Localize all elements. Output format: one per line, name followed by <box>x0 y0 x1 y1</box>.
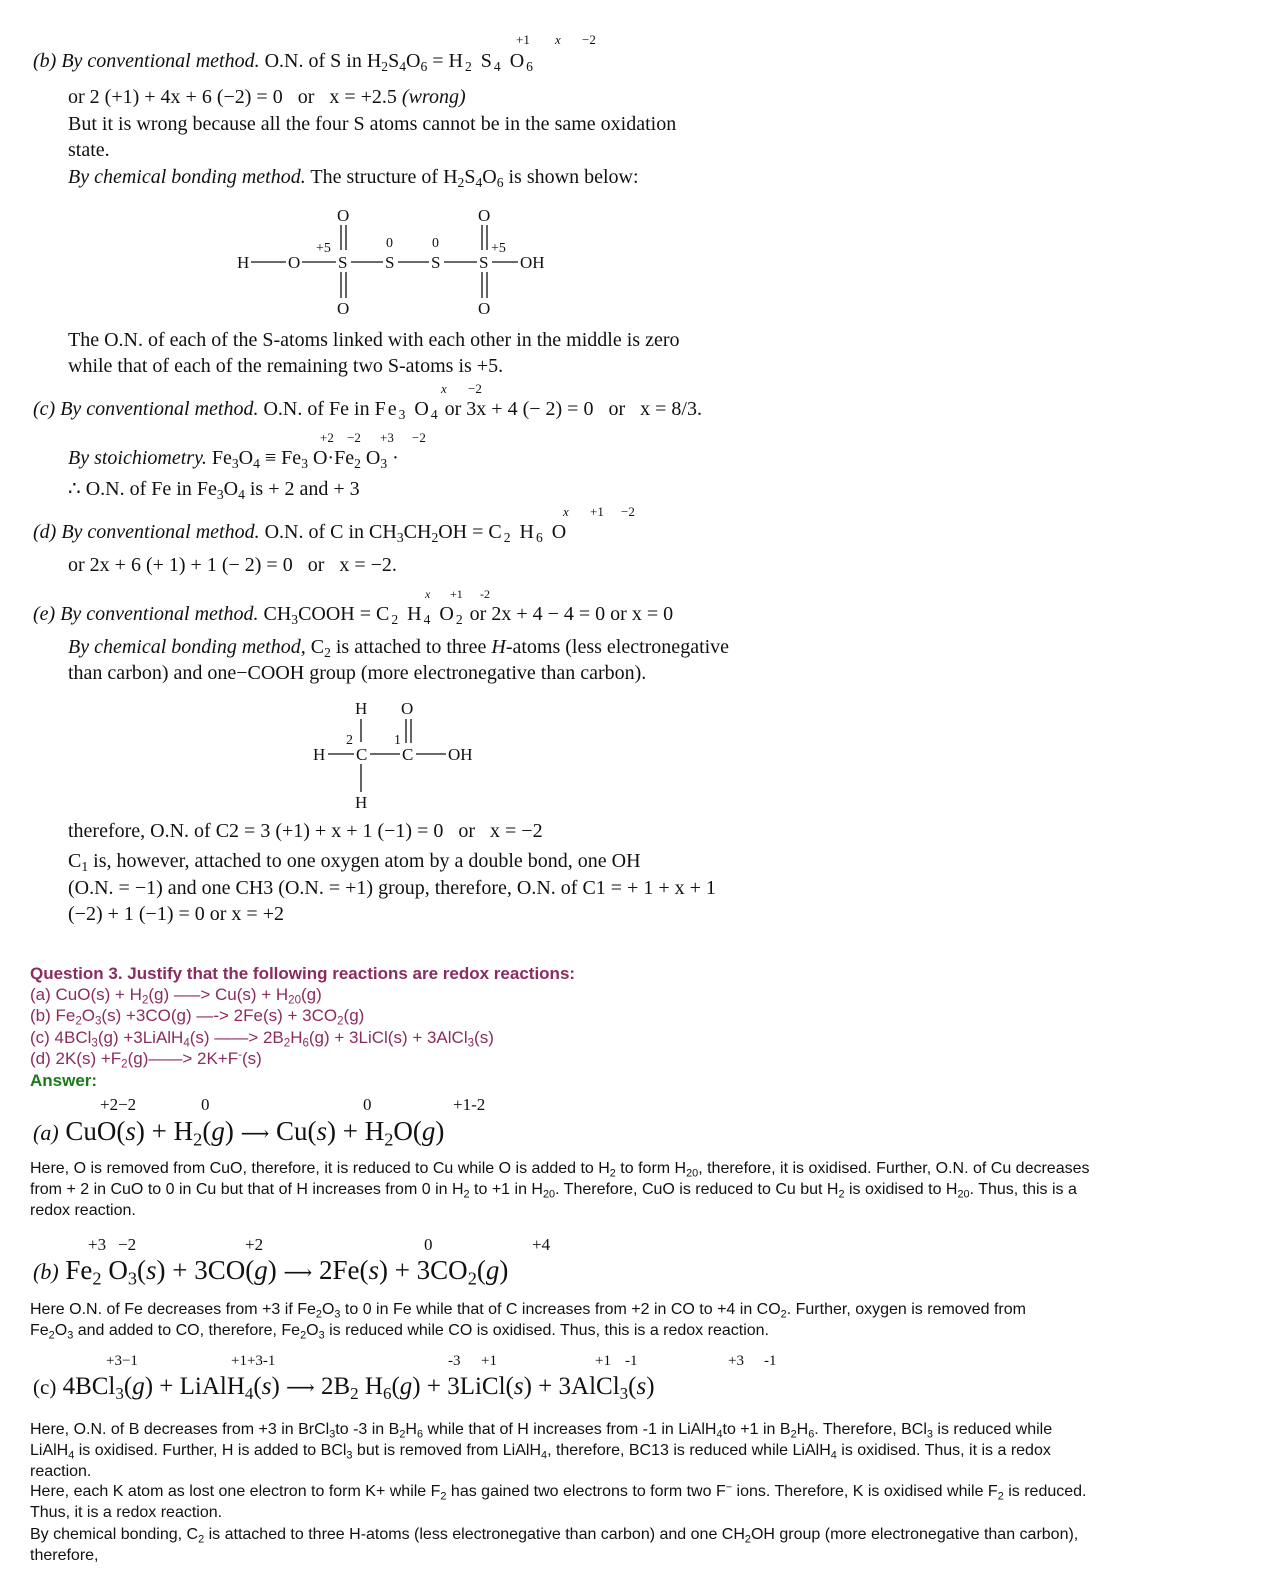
c2-symbol: $C_2$ <box>310 636 331 661</box>
atom-top-o1: O <box>337 206 350 225</box>
intro-text: O.N. of Fe in <box>263 398 370 420</box>
part-b-line5 <box>68 164 639 190</box>
on-fe: +3 <box>88 1235 107 1254</box>
on-label-h: +1 <box>516 32 530 47</box>
stoichiometry-line <box>68 445 399 471</box>
atom-oh: OH <box>520 253 545 272</box>
on-c: x <box>563 504 569 519</box>
on-li: +1 <box>595 1353 611 1369</box>
part-e-line3: than carbon) and one−COOH group (more electronegative than carbon). <box>68 662 647 684</box>
conclusion-line1: The O.N. of each of the S-atoms linked with each other in the middle is zero <box>68 329 680 351</box>
carbon-number-1: 1 <box>394 733 401 748</box>
calc-line1: therefore, O.N. of C2 = 3 (+1) + x + 1 (−1) = 0 or x = −2 <box>68 820 543 842</box>
on-h: +1 <box>450 587 463 601</box>
explanation-line3: reaction. <box>30 1463 92 1480</box>
trailing-line2: therefore, <box>30 1547 99 1564</box>
equation-a: (a) $CuO(s) + H_2(g)$ ⟶ $Cu(s) + H_2O(g)$ <box>33 1116 445 1150</box>
h-italic: H <box>491 636 506 658</box>
method-italic: By stoichiometry. <box>68 447 207 469</box>
on-fe-product: 0 <box>424 1235 433 1254</box>
part-b-line1 <box>33 48 535 74</box>
eq-label: (a) <box>33 1120 59 1145</box>
part-c-line1 <box>33 396 702 422</box>
method-italic: By conventional method. <box>60 603 259 625</box>
question-item-a: (a) $CuO(s) + H_2(g)$ —–> $Cu(s) + H_{20}(g)$ <box>30 985 322 1007</box>
atom-bottom-h: H <box>355 793 368 812</box>
part-d-line1 <box>33 519 568 545</box>
on-al: +3 <box>728 1353 744 1369</box>
formula: $Fe_3$ $O_4$ <box>374 398 440 423</box>
method-italic: By chemical bonding method. <box>68 166 306 188</box>
formula-annotated: $H_2$ $S_4$ $O_6$ <box>448 50 535 75</box>
atom-c1: C <box>402 745 414 764</box>
part-e-line2 <box>68 634 729 660</box>
on-c: +2 <box>245 1235 264 1254</box>
on-label-o: −2 <box>582 32 596 47</box>
on-o: −2 <box>621 504 635 519</box>
on-h2: 0 <box>201 1095 210 1114</box>
carbon-number-2: 2 <box>346 733 353 748</box>
equation-text: or 2x + 4 − 4 = 0 or x = 0 <box>469 603 674 625</box>
explanation-line1: Here, O is removed from CuO, therefore, it is reduced to Cu while O is added to $H_2$ to form $H_{20}$, therefore, it is oxidised. Further, O.N. of Cu decreases <box>30 1160 1090 1180</box>
answer-label: Answer: <box>30 1071 98 1090</box>
on-fe: x <box>441 381 447 396</box>
part-d-line2: or 2x + 6 (+ 1) + 1 (− 2) = 0 or x = −2. <box>68 554 397 576</box>
calc-line4: (−2) + 1 (−1) = 0 or x = +2 <box>68 903 284 925</box>
atom-o: O <box>288 253 301 272</box>
atom-s2: S <box>385 253 395 272</box>
on-b: -3 <box>448 1353 461 1369</box>
on-o1: −2 <box>347 430 361 445</box>
atom-c2: C <box>356 745 368 764</box>
acetic-acid-structure <box>290 692 490 814</box>
atom-bottom-o1: O <box>337 299 350 318</box>
calc-line2: $C_1$ is, however, attached to one oxygen atom by a double bond, one OH <box>68 850 641 875</box>
on-cl: -1 <box>625 1353 638 1369</box>
intro-text: $CH_3COOH$ = <box>263 603 372 628</box>
atom-h: H <box>237 253 250 272</box>
bond-text: is attached to three <box>335 636 487 658</box>
question-item-b: (b) $Fe_2O_3(s) +3CO(g)$ —-> $2Fe(s) + 3CO_2(g)$ <box>30 1006 365 1028</box>
on-o: −2 <box>468 381 482 396</box>
method-italic: By conventional method. <box>60 398 259 420</box>
on-s3: 0 <box>432 236 439 251</box>
on-h: +1 <box>590 504 604 519</box>
on-cl2: -1 <box>764 1353 777 1369</box>
atom-top-o2: O <box>478 206 491 225</box>
on-c-product: +4 <box>532 1235 551 1254</box>
on-o: −2 <box>118 1235 137 1254</box>
bonds <box>328 719 446 792</box>
on-lialh4: +1+3-1 <box>231 1353 276 1369</box>
formula: $H_2S_4O_6$ <box>366 50 428 75</box>
on-fe3: +3 <box>380 430 394 445</box>
bond-text2: -atoms (less electronegative <box>505 636 730 658</box>
on-cu: 0 <box>363 1095 372 1114</box>
stoich-formula: $Fe_3O_4 \equiv Fe_3$ $O\cdot Fe_2$ $O_3$ · <box>211 447 399 472</box>
explanation-line2: LiAlH$_4$ is oxidised. Further, H is added to BCl$_3$ but is removed from LiAlH$_4$, therefore, BC13 is reduced while LiAlH$_4$ is oxidised. Thus, it is a redox <box>30 1442 1051 1462</box>
explanation-line2: from + 2 in CuO to 0 in Cu but that of H increases from 0 in $H_2$ to +1 in $H_{20}$. Therefore, CuO is reduced to Cu but $H_2$ is oxidised to $H_{20}$. Thus, this is a <box>30 1181 1077 1201</box>
atom-bottom-o2: O <box>478 299 491 318</box>
on-fe2: +2 <box>320 430 334 445</box>
equals: = <box>432 50 444 72</box>
explanation-line1: Here O.N. of Fe decreases from +3 if $Fe_2O_3$ to 0 in Fe while that of C increases from +2 in CO to +4 in $CO_2$. Further, oxygen is removed from <box>30 1301 1026 1321</box>
part-label: (b) <box>33 50 57 72</box>
explanation-line2: Thus, it is a redox reaction. <box>30 1504 223 1521</box>
part-c-conclusion: ∴ O.N. of Fe in $Fe_3O_4$ is + 2 and + 3 <box>68 478 360 503</box>
explanation-line1: Here, O.N. of B decreases from +3 in BrCl$_3$to -3 in $B_2H_6$ while that of H increases from -1 in LiAlH$_4$to +1 in $B_2H_6$. Therefore, BCl$_3$ is reduced while <box>30 1421 1053 1441</box>
atom-s1: S <box>338 253 348 272</box>
part-label: (e) <box>33 603 56 625</box>
question-title: Question 3. Justify that the following reactions are redox reactions: <box>30 964 576 983</box>
on-label-s: x <box>555 32 561 47</box>
atom-oh: OH <box>448 745 473 764</box>
method-italic: By chemical bonding method, <box>68 636 306 658</box>
part-b-line2 <box>68 84 466 110</box>
part-b-line4: state. <box>68 139 110 161</box>
question-item-c: (c) 4BCl$_3$(g) +3LiAlH$_4$(s) ——> $2B_2H_6(g)$ + 3LiCl(s) + 3AlCl$_3$(s) <box>30 1028 494 1050</box>
on-o: -2 <box>480 587 490 601</box>
calc-line3: (O.N. = −1) and one CH3 (O.N. = +1) group, therefore, O.N. of C1 = + 1 + x + 1 <box>68 877 716 899</box>
on-c: x <box>425 587 431 601</box>
part-label: (d) <box>33 521 57 543</box>
equation-c: (c) 4BCl$_3$(g) + LiAlH$_4$(s) ⟶ $2B_2$ $H_6(g)$ + 3LiCl(s) + 3AlCl$_3$(s) <box>33 1373 655 1404</box>
explanation-line1: Here, each K atom as lost one electron to form K+ while $F_2$ has gained two electrons to form two F− ions. Therefore, K is oxidised while $F_2$ is reduced. <box>30 1481 1087 1503</box>
on-h2o: +1-2 <box>453 1095 486 1114</box>
on-s4: +5 <box>491 241 506 256</box>
on-h: +1 <box>481 1353 497 1369</box>
on-o2: −2 <box>412 430 426 445</box>
formula: $C_2$ $H_4$ $O_2$ <box>376 603 465 628</box>
h2s4o6-structure <box>220 198 580 320</box>
atom-top-o: O <box>401 699 414 718</box>
atom-h: H <box>313 745 326 764</box>
conclusion-line2: while that of each of the remaining two S-atoms is +5. <box>68 355 504 377</box>
equation-b: (b) $Fe_2$ $O_3(s) + 3CO(g)$ ⟶ $2Fe(s) + 3CO_2(g)$ <box>33 1255 509 1289</box>
method-italic: By conventional method. <box>61 521 260 543</box>
on-s1: +5 <box>316 241 331 256</box>
equation-text: or 3x + 4 (− 2) = 0 or x = 8/3. <box>444 398 702 420</box>
on-cuo: +2−2 <box>100 1095 137 1114</box>
intro-text: O.N. of C in $CH_3CH_2OH$ = <box>264 521 484 546</box>
structure-intro: The structure of $H_2S_4O_6$ is shown below: <box>310 166 639 191</box>
on-s2: 0 <box>386 236 393 251</box>
question-item-d: (d) $2K(s) +F_2(g)——> 2K+F^-(s)$ <box>30 1049 262 1071</box>
part-label: (c) <box>33 398 56 420</box>
atom-s4: S <box>479 253 489 272</box>
eq-label: (c) <box>33 1375 57 1399</box>
part-b-line3: But it is wrong because all the four S atoms cannot be in the same oxidation <box>68 113 677 135</box>
formula: $C_2$ $H_6$ O <box>488 521 569 546</box>
atom-s3: S <box>431 253 441 272</box>
on-bcl3: +3−1 <box>106 1353 138 1369</box>
explanation-line3: redox reaction. <box>30 1202 136 1219</box>
method-italic: By conventional method. <box>61 50 260 72</box>
intro-text: O.N. of S in <box>264 50 362 72</box>
explanation-line2: $Fe_2O_3$ and added to CO, therefore, $Fe_2O_3$ is reduced while CO is oxidised. Thus, this is a redox reaction. <box>30 1322 769 1342</box>
wrong-note: (wrong) <box>401 86 466 108</box>
eq-label: (b) <box>33 1259 59 1284</box>
trailing-line1: By chemical bonding, $C_2$ is attached to three H-atoms (less electronegative than carbon) and one $CH_2OH$ group (more electronegative than carbon), <box>30 1526 1079 1546</box>
atom-top-h: H <box>355 699 368 718</box>
calc-line2-text: is, however, attached to one oxygen atom by a double bond, one OH <box>93 850 641 872</box>
part-e-line1 <box>33 601 673 627</box>
equation-text: or 2 (+1) + 4x + 6 (−2) = 0 or x = +2.5 <box>68 86 397 108</box>
